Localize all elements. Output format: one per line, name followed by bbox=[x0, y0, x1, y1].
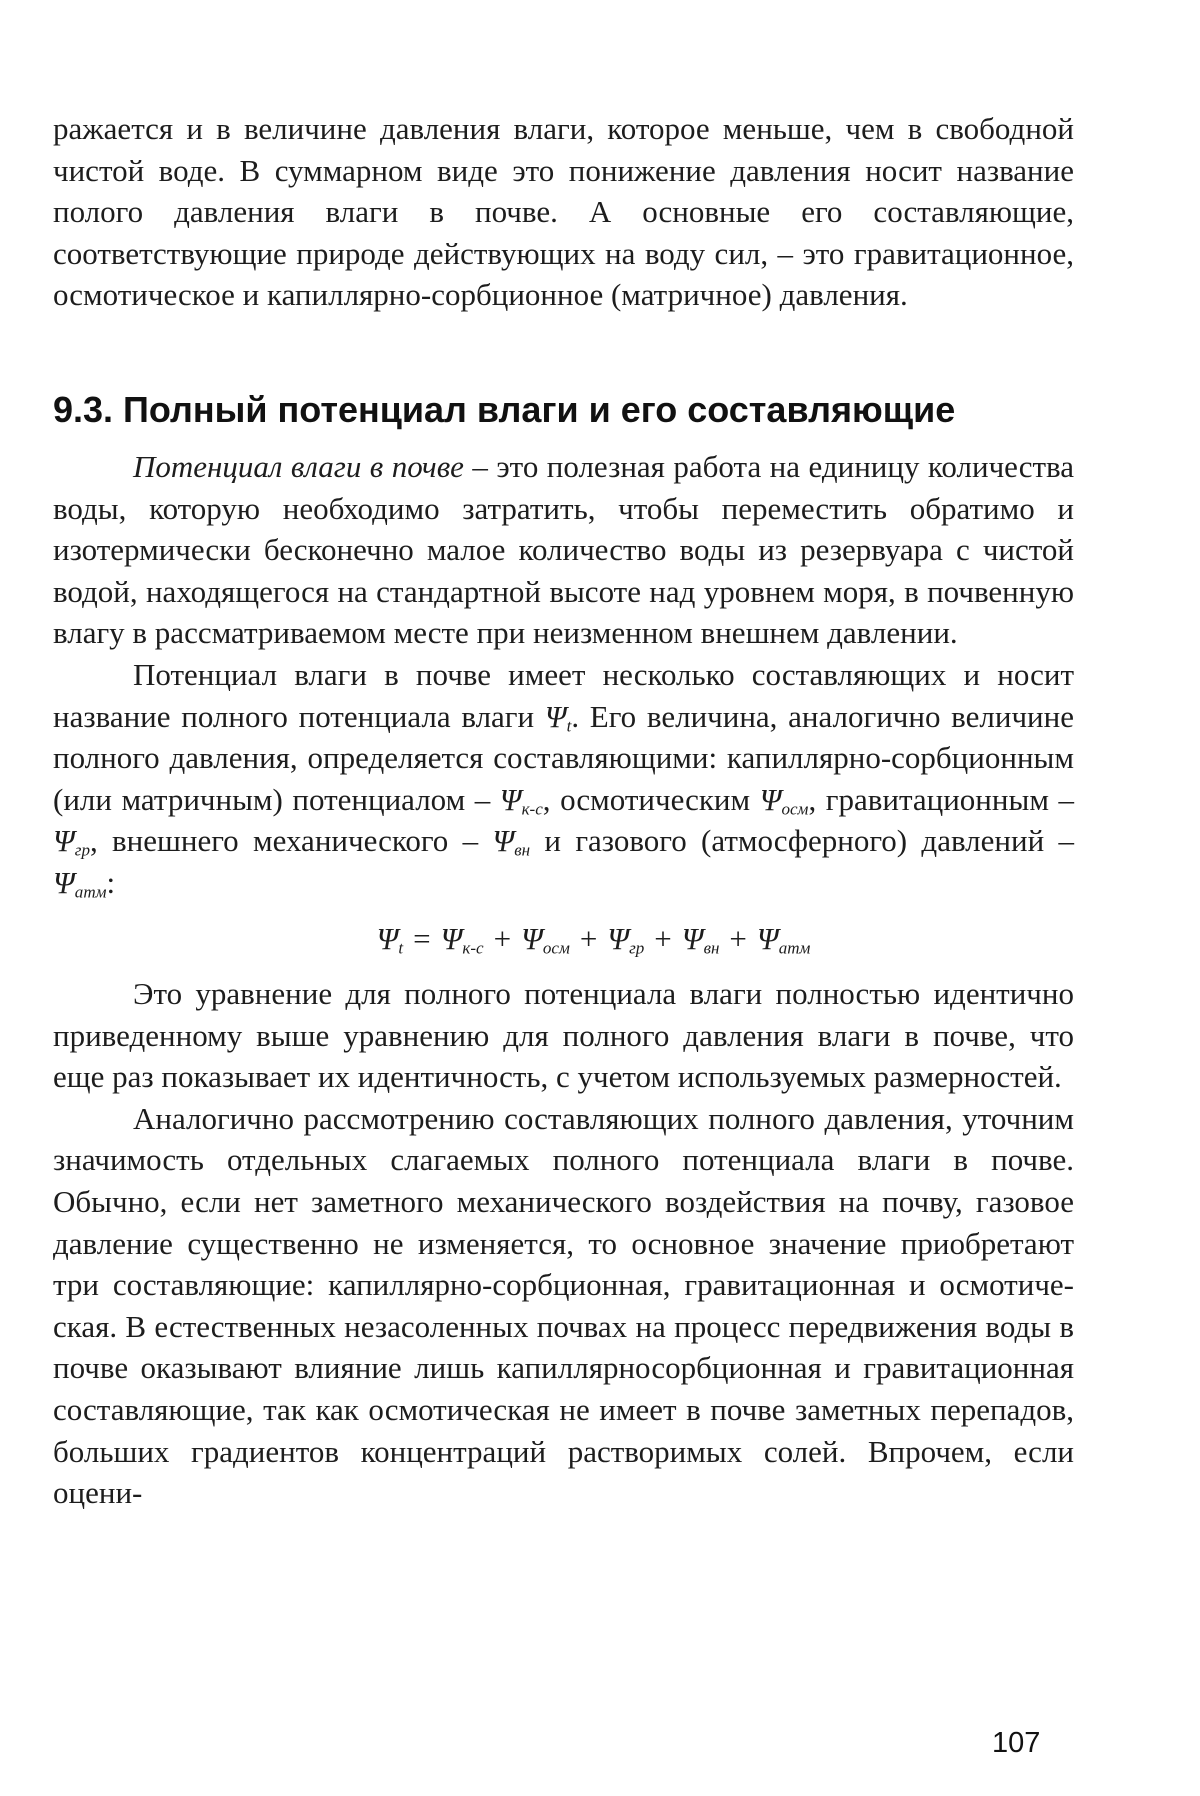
text-fragment: , гравитационным – bbox=[808, 781, 1074, 817]
text-fragment: и газового (атмосферного) давлений – bbox=[530, 823, 1074, 859]
psi-symbol: $\Psi_{к-с}$ bbox=[499, 781, 543, 818]
text-fragment: , внешнего механического – bbox=[89, 823, 493, 859]
paragraph-significance: Аналогично рассмотрению составляющих полного давления, уточним значимость отдельных слагаемых полного потенциала влаги в почве. Обычно, если нет заметного механического воздействия на почву, газовое давление существенно не изменяется, то основное значение приобретают три составляющие: капиллярно-сорбционная, гравитационная и осмотическая. В естественных незасоленных почвах на процесс передвижения воды в почве оказывают влияние лишь капиллярносорбционная и гравитационная составляющие, так как осмотическая не имеет в почве заметных перепадов, больших градиентов концентраций растворимых солей. Впрочем, если оцени- bbox=[53, 1100, 1074, 1511]
paragraph-components bbox=[53, 654, 1074, 904]
text-fragment: Потенциал влаги в почве имеет несколько составляющих и носит название полного потенциала влаги bbox=[53, 656, 1074, 734]
page-number: 107 bbox=[992, 1727, 1041, 1759]
section-heading: 9.3. Полный потенциал влаги и его составляющие bbox=[53, 388, 956, 430]
text-fragment: : bbox=[106, 864, 116, 900]
definition-text: – это полезная работа на единицу количества воды, которую необходимо затратить, чтобы переместить обратимо и изотермически бесконечно малое количество воды из резервуара с чистой водой, находящегося на стандартной высоте над уровнем моря, в почвенную влагу в рассматриваемом месте при неизменном внешнем давлении. bbox=[53, 448, 1074, 651]
psi-symbol: $\Psi_t$ bbox=[544, 698, 572, 735]
text-fragment: , осмотическим bbox=[542, 781, 760, 817]
psi-symbol: $\Psi_{осм}$ bbox=[759, 781, 809, 818]
total-potential-formula: $\Psi_t = \Psi_{к-с} + \Psi_{осм} + \Psi_{гр} + \Psi_{вн} + \Psi_{атм}$ bbox=[376, 920, 811, 957]
text-fragment: . Его величина, аналогично величине полного давления, определяется составляющими: капиллярно-сорбционным (или матричным) потенциалом – bbox=[53, 698, 1074, 817]
psi-symbol: $\Psi_{гр}$ bbox=[53, 823, 90, 860]
defined-term: Потенциал влаги в почве bbox=[133, 448, 464, 484]
paragraph-definition bbox=[53, 446, 1074, 654]
paragraph-continuation: ражается и в величине давления влаги, которое меньше, чем в свободной чистой воде. В суммарном виде это понижение давления носит название полого давления влаги в почве. А основные его составляющие, соответствующие природе действующих на воду сил, – это гравитационное, осмотическое и капиллярно-сорбционное (матричное) давления. bbox=[53, 111, 1074, 313]
psi-symbol: $\Psi_{атм}$ bbox=[53, 864, 107, 902]
paragraph-identity: Это уравнение для полного потенциала влаги полностью идентично приведенному выше уравнению для полного давления влаги в почве, что еще раз показывает их идентичность, с учетом используемых размерностей. bbox=[53, 976, 1074, 1095]
psi-symbol: $\Psi_{вн}$ bbox=[492, 823, 531, 860]
